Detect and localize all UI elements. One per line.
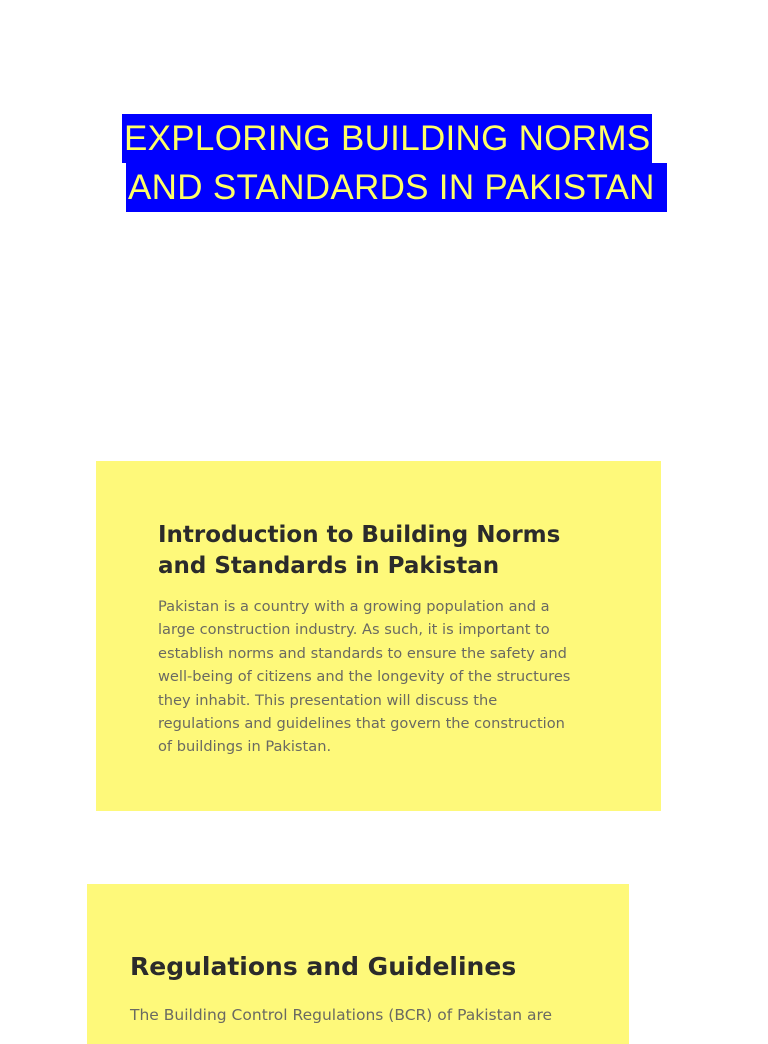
slide-heading-line-1: Introduction to Building Norms [158,522,561,548]
slide-body-text [158,595,638,759]
slide-heading-line-2: and Standards in Pakistan [158,553,500,579]
slide-body-line: of buildings in Pakistan. [158,738,332,756]
slide-introduction [96,461,661,811]
slide-body-line: well-being of citizens and the longevity of the structures [158,668,571,686]
slide-body-line: they inhabit. This presentation will discuss the [158,691,498,709]
slide-heading: Regulations and Guidelines [130,952,517,981]
slide-body-line: large construction industry. As such, it is important to [158,621,550,639]
slide-heading [158,520,628,582]
slide-body-line: establish norms and standards to ensure the safety and [158,644,567,662]
slide-regulations [87,884,629,1044]
title-line-1: EXPLORING BUILDING NORMS [122,114,652,163]
document-title [122,114,654,212]
slide-body-line: regulations and guidelines that govern the construction [158,715,565,733]
slide-body-text: The Building Control Regulations (BCR) of Pakistan are [130,1006,553,1024]
title-line-2: AND STANDARDS IN PAKISTAN [126,163,667,212]
slide-body-line: Pakistan is a country with a growing population and a [158,598,550,615]
